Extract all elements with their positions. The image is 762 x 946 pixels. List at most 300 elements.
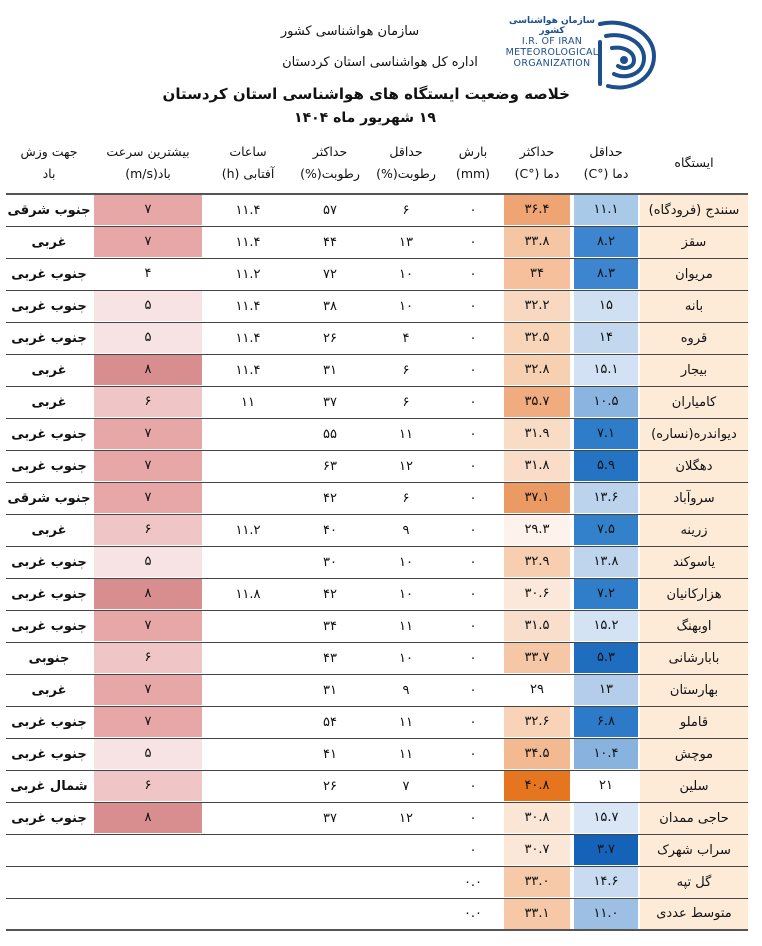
max-wind-speed-cell [92,322,204,354]
max-wind-speed-cell-value [94,899,202,929]
max-temp-cell-value: ۳۲.۸ [504,355,570,385]
precipitation-cell: ۰ [444,834,502,866]
meteorological-spiral-icon [594,14,660,98]
table-row [6,386,748,418]
max-temp-cell-value: ۳۰.۷ [504,835,570,865]
wind-direction-cell: غربی [6,514,92,546]
table-row [6,706,748,738]
max-temp-cell [502,770,572,802]
table-row [6,866,748,898]
max-temp-cell-value: ۳۴.۵ [504,739,570,769]
wind-direction-cell [6,866,92,898]
max-wind-speed-cell-value: ۵ [94,323,202,353]
max-wind-speed-cell [92,770,204,802]
max-temp-cell-value: ۳۰.۸ [504,803,570,833]
sunshine-hours-cell: ۱۱.۲ [204,514,292,546]
report-title: خلاصه وضعیت ایستگاه های هواشناسی استان کردستان [162,85,570,103]
precipitation-cell: ۰ [444,546,502,578]
min-temp-cell-value: ۱۰.۴ [574,739,638,769]
max-temp-cell-value: ۳۵.۷ [504,387,570,417]
max-temp-cell [502,674,572,706]
precipitation-cell: ۰ [444,418,502,450]
max-wind-speed-cell-value: ۷ [94,227,202,257]
logo-english-line-1: I.R. OF IRAN [521,36,583,47]
station-name-cell: بانه [640,290,748,322]
min-humidity-cell: ۹ [368,674,444,706]
max-temp-cell [502,194,572,226]
max-humidity-cell: ۳۷ [292,802,368,834]
max-wind-speed-cell-value [94,867,202,897]
max-temp-cell [502,834,572,866]
station-name-cell: سنندج (فرودگاه) [640,194,748,226]
station-name-cell: حاجی ممدان [640,802,748,834]
station-name-cell: مریوان [640,258,748,290]
precipitation-cell: ۰ [444,290,502,322]
column-header-min-temp: حداقل دما (°C) [572,132,640,194]
min-humidity-cell: ۱۰ [368,290,444,322]
max-temp-cell [502,322,572,354]
station-name-cell: کامیاران [640,386,748,418]
max-humidity-cell: ۴۱ [292,738,368,770]
min-temp-cell [572,738,640,770]
max-temp-cell [502,546,572,578]
min-temp-cell [572,578,640,610]
max-wind-speed-cell [92,738,204,770]
sunshine-hours-cell: ۱۱.۸ [204,578,292,610]
min-humidity-cell: ۶ [368,354,444,386]
min-temp-cell [572,290,640,322]
max-wind-speed-cell [92,290,204,322]
precipitation-cell: ۰ [444,738,502,770]
max-temp-cell-value: ۳۳.۸ [504,227,570,257]
station-summary-table [6,132,748,931]
column-header-sunshine-hours: ساعات آفتابی (h) [204,132,292,194]
min-humidity-cell: ۱۱ [368,706,444,738]
station-name-cell: قاملو [640,706,748,738]
max-wind-speed-cell [92,866,204,898]
wind-direction-cell: شمال غربی [6,770,92,802]
max-wind-speed-cell [92,546,204,578]
max-humidity-cell: ۴۴ [292,226,368,258]
min-temp-cell-value: ۱۴.۶ [574,867,638,897]
max-wind-speed-cell [92,834,204,866]
min-temp-cell-value: ۸.۳ [574,259,638,289]
max-humidity-cell: ۵۷ [292,194,368,226]
max-wind-speed-cell-value: ۵ [94,739,202,769]
min-humidity-cell: ۱۱ [368,610,444,642]
min-temp-cell [572,610,640,642]
min-temp-cell [572,674,640,706]
table-row [6,258,748,290]
min-humidity-cell: ۱۰ [368,642,444,674]
max-temp-cell-value: ۳۷.۱ [504,483,570,513]
max-wind-speed-cell-value: ۸ [94,355,202,385]
min-humidity-cell: ۶ [368,194,444,226]
min-temp-cell-value: ۶.۸ [574,707,638,737]
wind-direction-cell: جنوب غربی [6,738,92,770]
min-temp-cell-value: ۵.۳ [574,643,638,673]
wind-direction-cell: غربی [6,354,92,386]
min-temp-cell-value: ۱۰.۵ [574,387,638,417]
max-temp-cell-value: ۳۴ [504,259,570,289]
min-temp-cell-value: ۱۴ [574,323,638,353]
max-humidity-cell: ۴۲ [292,578,368,610]
max-wind-speed-cell [92,802,204,834]
min-temp-cell-value: ۱۵ [574,291,638,321]
min-humidity-cell [368,866,444,898]
station-name-cell: سقز [640,226,748,258]
min-temp-cell-value: ۵.۹ [574,451,638,481]
logo-english-line-3: ORGANIZATION [513,58,591,69]
sunshine-hours-cell [204,738,292,770]
precipitation-cell: ۰ [444,322,502,354]
max-wind-speed-cell [92,482,204,514]
column-header-max-humidity: حداکثر رطوبت(%) [292,132,368,194]
table-row [6,770,748,802]
table-row [6,802,748,834]
station-name-cell: متوسط عددی [640,898,748,930]
min-humidity-cell: ۹ [368,514,444,546]
station-name-cell: دیواندره(نساره) [640,418,748,450]
min-temp-cell [572,546,640,578]
min-temp-cell-value: ۷.۱ [574,419,638,449]
column-header-wind-direction: جهت وزش باد [6,132,92,194]
wind-direction-cell: جنوبی [6,642,92,674]
min-temp-cell [572,226,640,258]
max-wind-speed-cell [92,386,204,418]
table-row [6,194,748,226]
min-temp-cell [572,482,640,514]
min-humidity-cell: ۱۰ [368,578,444,610]
max-humidity-cell: ۳۸ [292,290,368,322]
max-temp-cell [502,802,572,834]
wind-direction-cell: جنوب غربی [6,610,92,642]
min-temp-cell [572,642,640,674]
max-wind-speed-cell-value: ۷ [94,483,202,513]
min-temp-cell [572,386,640,418]
min-humidity-cell: ۷ [368,770,444,802]
max-wind-speed-cell-value: ۸ [94,579,202,609]
max-wind-speed-cell [92,418,204,450]
min-humidity-cell: ۶ [368,386,444,418]
min-temp-cell [572,514,640,546]
max-temp-cell-value: ۳۳.۷ [504,643,570,673]
min-humidity-cell: ۴ [368,322,444,354]
logo-persian-name: سازمان هواشناسی کشور [508,16,595,36]
min-humidity-cell: ۶ [368,482,444,514]
precipitation-cell: ۰ [444,610,502,642]
precipitation-cell: ۰ [444,578,502,610]
wind-direction-cell: غربی [6,674,92,706]
max-wind-speed-cell [92,898,204,930]
sunshine-hours-cell: ۱۱ [204,386,292,418]
table-header [6,132,748,194]
max-wind-speed-cell [92,642,204,674]
sunshine-hours-cell [204,482,292,514]
min-temp-cell-value: ۸.۲ [574,227,638,257]
table-row [6,514,748,546]
column-header-max-temp: حداکثر دما (°C) [502,132,572,194]
max-temp-cell [502,290,572,322]
min-humidity-cell: ۱۱ [368,418,444,450]
table-row [6,738,748,770]
max-temp-cell [502,578,572,610]
min-temp-cell [572,418,640,450]
max-temp-cell [502,706,572,738]
min-temp-cell [572,450,640,482]
min-humidity-cell: ۱۲ [368,802,444,834]
max-wind-speed-cell-value: ۶ [94,515,202,545]
sunshine-hours-cell: ۱۱.۴ [204,322,292,354]
table-row [6,546,748,578]
max-wind-speed-cell-value: ۷ [94,195,202,225]
precipitation-cell: ۰ [444,802,502,834]
max-wind-speed-cell [92,194,204,226]
max-wind-speed-cell [92,706,204,738]
wind-direction-cell [6,834,92,866]
max-temp-cell-value: ۳۲.۵ [504,323,570,353]
min-temp-cell-value: ۷.۲ [574,579,638,609]
logo-text [500,16,608,69]
sunshine-hours-cell [204,706,292,738]
wind-direction-cell: جنوب غربی [6,450,92,482]
max-wind-speed-cell-value: ۷ [94,707,202,737]
station-name-cell: اوبهنگ [640,610,748,642]
max-temp-cell-value: ۳۱.۸ [504,451,570,481]
column-header-max-wind-speed: بیشترین سرعت باد(m/s) [92,132,204,194]
min-temp-cell [572,194,640,226]
precipitation-cell: ۰ [444,450,502,482]
max-humidity-cell: ۷۲ [292,258,368,290]
precipitation-cell: ۰.۰ [444,866,502,898]
column-header-station: ایستگاه [640,132,748,194]
max-temp-cell-value: ۳۶.۴ [504,195,570,225]
min-temp-cell [572,322,640,354]
logo-english-line-2: METEOROLOGICAL [505,47,599,58]
table-row [6,610,748,642]
min-temp-cell [572,706,640,738]
max-temp-cell-value: ۳۱.۵ [504,611,570,641]
max-temp-cell-value: ۳۳.۱ [504,899,570,929]
min-temp-cell-value: ۱۱.۱ [574,195,638,225]
max-humidity-cell: ۲۶ [292,770,368,802]
max-humidity-cell [292,898,368,930]
max-humidity-cell: ۳۱ [292,674,368,706]
max-wind-speed-cell-value: ۸ [94,803,202,833]
min-temp-cell [572,898,640,930]
max-wind-speed-cell [92,450,204,482]
precipitation-cell: ۰.۰ [444,898,502,930]
min-temp-cell-value: ۳.۷ [574,835,638,865]
table-row [6,290,748,322]
wind-direction-cell: جنوب شرقی [6,194,92,226]
max-temp-cell [502,610,572,642]
max-humidity-cell: ۵۴ [292,706,368,738]
station-name-cell: زرینه [640,514,748,546]
max-wind-speed-cell [92,226,204,258]
min-temp-cell-value: ۷.۵ [574,515,638,545]
max-humidity-cell: ۳۷ [292,386,368,418]
wind-direction-cell: غربی [6,386,92,418]
max-wind-speed-cell-value: ۴ [94,259,202,289]
station-name-cell: قروه [640,322,748,354]
wind-direction-cell: جنوب غربی [6,258,92,290]
station-name-cell: بیجار [640,354,748,386]
column-header-min-humidity: حداقل رطوبت(%) [368,132,444,194]
max-temp-cell [502,450,572,482]
precipitation-cell: ۰ [444,674,502,706]
column-header-precipitation: بارش (mm) [444,132,502,194]
max-wind-speed-cell [92,354,204,386]
max-wind-speed-cell-value: ۷ [94,419,202,449]
station-name-cell: هزارکانیان [640,578,748,610]
header-row [6,132,748,194]
max-temp-cell-value: ۳۲.۹ [504,547,570,577]
max-wind-speed-cell-value: ۶ [94,771,202,801]
sunshine-hours-cell [204,610,292,642]
wind-direction-cell: غربی [6,226,92,258]
sunshine-hours-cell: ۱۱.۲ [204,258,292,290]
max-humidity-cell: ۳۱ [292,354,368,386]
max-wind-speed-cell [92,578,204,610]
precipitation-cell: ۰ [444,514,502,546]
min-temp-cell [572,770,640,802]
max-wind-speed-cell-value: ۷ [94,611,202,641]
max-temp-cell-value: ۳۳.۰ [504,867,570,897]
precipitation-cell: ۰ [444,386,502,418]
min-temp-cell [572,802,640,834]
station-name-cell: سراب شهرک [640,834,748,866]
precipitation-cell: ۰ [444,194,502,226]
precipitation-cell: ۰ [444,354,502,386]
max-wind-speed-cell [92,258,204,290]
sunshine-hours-cell: ۱۱.۴ [204,194,292,226]
max-humidity-cell: ۴۰ [292,514,368,546]
max-humidity-cell: ۴۲ [292,482,368,514]
table-row [6,322,748,354]
sunshine-hours-cell: ۱۱.۴ [204,290,292,322]
precipitation-cell: ۰ [444,258,502,290]
max-temp-cell [502,642,572,674]
sunshine-hours-cell [204,674,292,706]
precipitation-cell: ۰ [444,482,502,514]
wind-direction-cell: جنوب غربی [6,322,92,354]
station-name-cell: یاسوکند [640,546,748,578]
max-temp-cell-value: ۳۱.۹ [504,419,570,449]
max-humidity-cell [292,866,368,898]
max-temp-cell [502,482,572,514]
station-name-cell: سروآباد [640,482,748,514]
max-wind-speed-cell-value: ۷ [94,675,202,705]
table-row [6,418,748,450]
max-temp-cell [502,418,572,450]
wind-direction-cell: جنوب غربی [6,546,92,578]
wind-direction-cell: جنوب غربی [6,706,92,738]
max-wind-speed-cell-value: ۶ [94,643,202,673]
sunshine-hours-cell [204,546,292,578]
max-wind-speed-cell-value: ۵ [94,291,202,321]
station-name-cell: گل تپه [640,866,748,898]
max-humidity-cell: ۶۳ [292,450,368,482]
min-humidity-cell [368,898,444,930]
min-temp-cell [572,866,640,898]
max-wind-speed-cell-value: ۵ [94,547,202,577]
station-name-cell: سلین [640,770,748,802]
table-row [6,354,748,386]
max-temp-cell-value: ۳۰.۶ [504,579,570,609]
station-name-cell: موچش [640,738,748,770]
max-temp-cell [502,866,572,898]
max-temp-cell-value: ۲۹.۳ [504,515,570,545]
table-row [6,450,748,482]
min-humidity-cell: ۱۳ [368,226,444,258]
min-temp-cell-value: ۱۵.۱ [574,355,638,385]
min-temp-cell [572,258,640,290]
sunshine-hours-cell [204,642,292,674]
sunshine-hours-cell [204,418,292,450]
max-temp-cell-value: ۳۲.۲ [504,291,570,321]
min-temp-cell [572,354,640,386]
wind-direction-cell [6,898,92,930]
max-humidity-cell: ۳۰ [292,546,368,578]
min-temp-cell-value: ۱۵.۷ [574,803,638,833]
min-temp-cell-value: ۱۳.۶ [574,483,638,513]
station-name-cell: بابارشانی [640,642,748,674]
sunshine-hours-cell [204,898,292,930]
max-humidity-cell [292,834,368,866]
precipitation-cell: ۰ [444,770,502,802]
max-wind-speed-cell [92,514,204,546]
table-row [6,642,748,674]
table-row [6,898,748,930]
max-humidity-cell: ۲۶ [292,322,368,354]
sunshine-hours-cell [204,834,292,866]
precipitation-cell: ۰ [444,226,502,258]
sunshine-hours-cell: ۱۱.۴ [204,354,292,386]
min-humidity-cell: ۱۰ [368,546,444,578]
min-humidity-cell: ۱۱ [368,738,444,770]
max-wind-speed-cell-value [94,835,202,865]
sunshine-hours-cell [204,866,292,898]
table-row [6,834,748,866]
max-humidity-cell: ۳۴ [292,610,368,642]
max-wind-speed-cell-value: ۷ [94,451,202,481]
max-temp-cell [502,898,572,930]
max-temp-cell [502,738,572,770]
max-wind-speed-cell [92,674,204,706]
wind-direction-cell: جنوب غربی [6,290,92,322]
max-temp-cell [502,514,572,546]
wind-direction-cell: جنوب غربی [6,418,92,450]
max-temp-cell-value: ۳۲.۶ [504,707,570,737]
min-temp-cell-value: ۱۵.۲ [574,611,638,641]
min-temp-cell [572,834,640,866]
max-wind-speed-cell-value: ۶ [94,387,202,417]
station-name-cell: دهگلان [640,450,748,482]
max-humidity-cell: ۵۵ [292,418,368,450]
max-humidity-cell: ۴۳ [292,642,368,674]
sunshine-hours-cell [204,802,292,834]
organization-name: سازمان هواشناسی کشور [280,24,420,39]
table-row [6,578,748,610]
station-name-cell: بهارستان [640,674,748,706]
min-humidity-cell: ۱۰ [368,258,444,290]
table-body [6,194,748,930]
report-header [0,0,762,130]
min-temp-cell-value: ۱۳.۸ [574,547,638,577]
table-row [6,226,748,258]
min-humidity-cell [368,834,444,866]
